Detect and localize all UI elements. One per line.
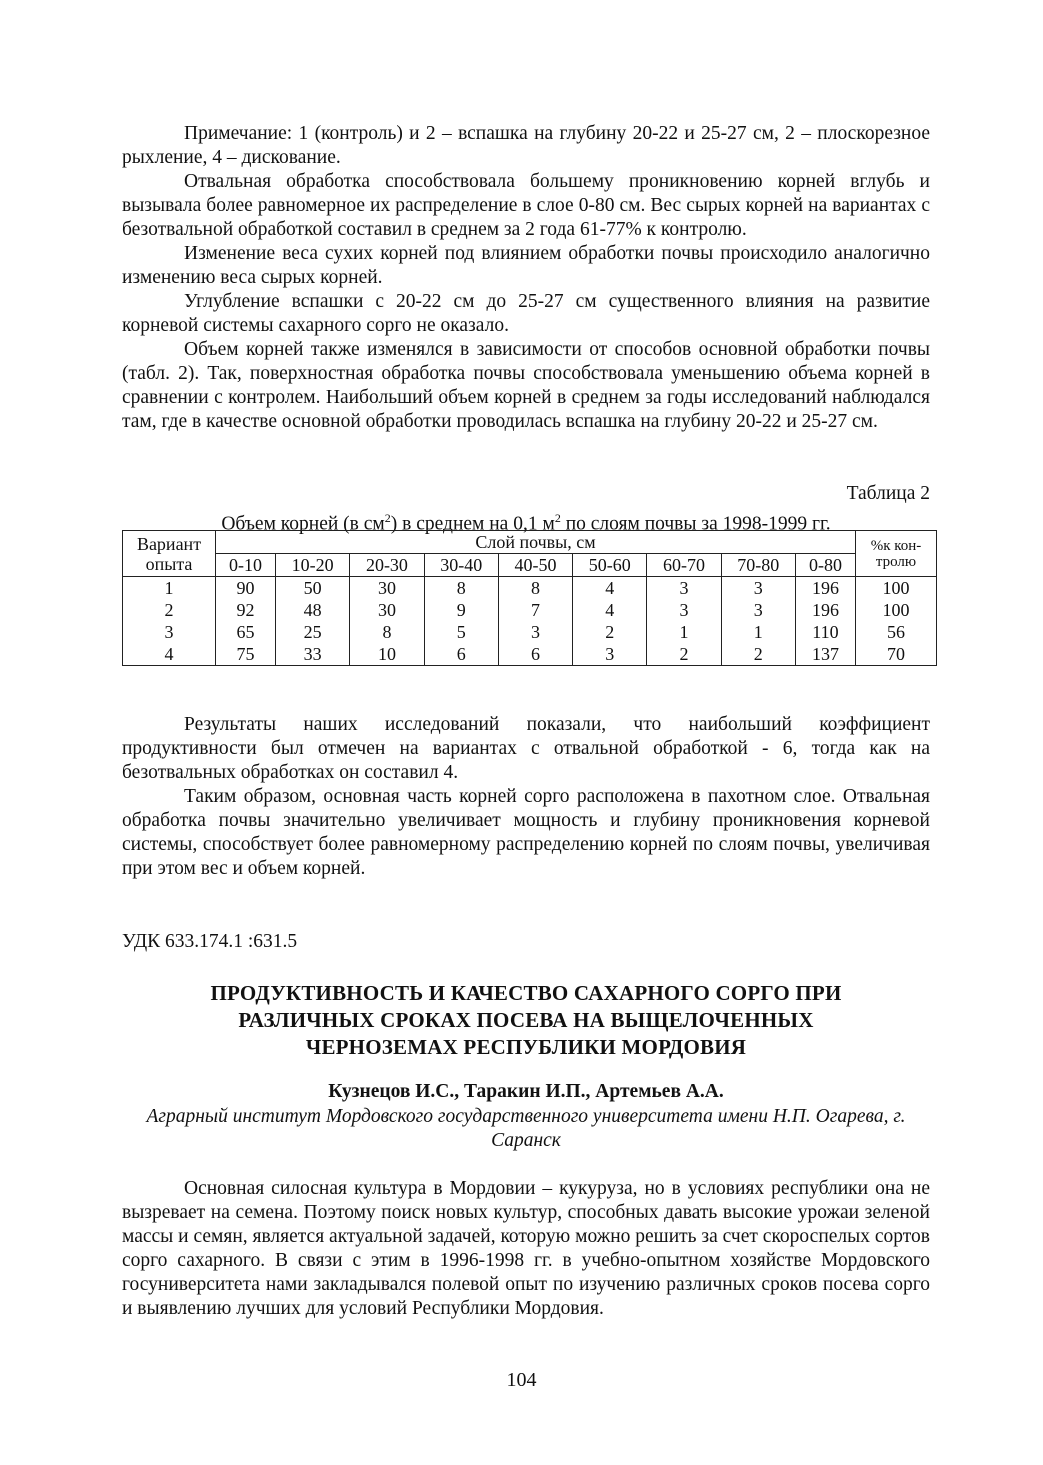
value-cell: 10 bbox=[350, 643, 424, 666]
table-row bbox=[123, 643, 937, 666]
value-cell: 2 bbox=[647, 643, 721, 666]
layer-header-cell: 0-10 bbox=[216, 554, 276, 577]
top-text-block bbox=[122, 122, 930, 434]
article-body bbox=[122, 1177, 930, 1321]
caption-part: ) в среднем на 0,1 м bbox=[390, 513, 555, 535]
value-cell: 100 bbox=[856, 599, 937, 621]
title-line: РАЗЛИЧНЫХ СРОКАХ ПОСЕВА НА ВЫЩЕЛОЧЕННЫХ bbox=[238, 1008, 814, 1032]
note-paragraph: Примечание: 1 (контроль) и 2 – вспашка на глубину 20-22 и 25-27 см, 2 – плоскорезное рыхление, 4 – дискование. bbox=[122, 123, 930, 168]
value-cell: 3 bbox=[721, 577, 795, 600]
caption-part: по слоям почвы за 1998-1999 гг. bbox=[560, 513, 831, 535]
value-cell: 2 bbox=[573, 621, 647, 643]
value-cell: 92 bbox=[216, 599, 276, 621]
paragraph-intro: Основная силосная культура в Мордовии – кукуруза, но в условиях республики она не вызревает на семена. Поэтому поиск новых культур, способных давать высокие урожаи зеленой массы и семян, является актуальной задачей, которую можно решить за счет скороспелых сортов сорго сахарного. В связи с этим в 1996-1998 гг. в учебно-опытном хозяйстве Мордовского госуниверситета нами закладывался полевой опыт по изучению различных сроков посева сорго и выявлению лучших для условий Республики Мордовия. bbox=[122, 1178, 930, 1319]
table-body bbox=[123, 577, 937, 666]
value-cell: 70 bbox=[856, 643, 937, 666]
header-percent: %к кон-тролю bbox=[856, 531, 937, 577]
layer-header-cell: 20-30 bbox=[350, 554, 424, 577]
value-cell: 90 bbox=[216, 577, 276, 600]
mid-text-block bbox=[122, 713, 930, 881]
value-cell: 4 bbox=[573, 599, 647, 621]
table-row bbox=[123, 599, 937, 621]
layer-header-cell: 10-20 bbox=[276, 554, 350, 577]
caption-superscript: 2 bbox=[384, 511, 391, 525]
variant-cell: 1 bbox=[123, 577, 216, 600]
layer-header-cell: 50-60 bbox=[573, 554, 647, 577]
caption-part: Объем корней (в см bbox=[221, 513, 385, 535]
value-cell: 56 bbox=[856, 621, 937, 643]
value-cell: 8 bbox=[350, 621, 424, 643]
value-cell: 6 bbox=[498, 643, 572, 666]
value-cell: 6 bbox=[424, 643, 498, 666]
page-number: 104 bbox=[506, 1369, 537, 1391]
title-line: ПРОДУКТИВНОСТЬ И КАЧЕСТВО САХАРНОГО СОРГО ПРИ bbox=[210, 981, 842, 1005]
table-row bbox=[123, 577, 937, 600]
value-cell: 100 bbox=[856, 577, 937, 600]
paragraph-root-volume: Объем корней также изменялся в зависимости от способов основной обработки почвы (табл. 2). Так, поверхностная обработка почвы способствовала уменьшению объема корней в сравнении с контролем. Наибольший объем корней в среднем за годы исследований наблюдался там, где в качестве основной обработки проводилась вспашка на глубину 20-22 и 25-27 см. bbox=[122, 339, 930, 432]
value-cell: 30 bbox=[350, 599, 424, 621]
value-cell: 5 bbox=[424, 621, 498, 643]
value-cell: 110 bbox=[795, 621, 855, 643]
layer-header-cell: 70-80 bbox=[721, 554, 795, 577]
table-row bbox=[123, 621, 937, 643]
value-cell: 196 bbox=[795, 599, 855, 621]
udk-code: УДК 633.174.1 :631.5 bbox=[122, 931, 298, 952]
value-cell: 75 bbox=[216, 643, 276, 666]
article-title bbox=[122, 980, 930, 1061]
table-label: Таблица 2 bbox=[846, 483, 930, 504]
value-cell: 3 bbox=[573, 643, 647, 666]
value-cell: 2 bbox=[721, 643, 795, 666]
paragraph-moldboard: Отвальная обработка способствовала большему проникновению корней вглубь и вызывала более равномерное их распределение в слое 0-80 см. Вес сырых корней на вариантах с безотвальной обработкой составил в среднем за 2 года 61-77% к контролю. bbox=[122, 171, 930, 240]
variant-cell: 3 bbox=[123, 621, 216, 643]
layer-header-cell: 40-50 bbox=[498, 554, 572, 577]
value-cell: 3 bbox=[647, 577, 721, 600]
article-authors: Кузнецов И.С., Таракин И.П., Артемьев А.А. bbox=[328, 1081, 724, 1102]
value-cell: 4 bbox=[573, 577, 647, 600]
value-cell: 8 bbox=[498, 577, 572, 600]
value-cell: 7 bbox=[498, 599, 572, 621]
value-cell: 30 bbox=[350, 577, 424, 600]
value-cell: 9 bbox=[424, 599, 498, 621]
layer-header-cell: 60-70 bbox=[647, 554, 721, 577]
value-cell: 33 bbox=[276, 643, 350, 666]
value-cell: 50 bbox=[276, 577, 350, 600]
value-cell: 3 bbox=[647, 599, 721, 621]
value-cell: 25 bbox=[276, 621, 350, 643]
value-cell: 8 bbox=[424, 577, 498, 600]
value-cell: 48 bbox=[276, 599, 350, 621]
value-cell: 1 bbox=[647, 621, 721, 643]
variant-cell: 4 bbox=[123, 643, 216, 666]
value-cell: 65 bbox=[216, 621, 276, 643]
value-cell: 3 bbox=[721, 599, 795, 621]
value-cell: 3 bbox=[498, 621, 572, 643]
paragraph-dry-roots: Изменение веса сухих корней под влиянием обработки почвы происходило аналогично изменению веса сырых корней. bbox=[122, 243, 930, 288]
paragraph-deepening: Углубление вспашки с 20-22 см до 25-27 см существенного влияния на развитие корневой системы сахарного сорго не оказало. bbox=[122, 291, 930, 336]
paragraph-results: Результаты наших исследований показали, что наибольший коэффициент продуктивности был отмечен на вариантах с отвальной обработкой - 6, тогда как на безотвальных обработках он составил 4. bbox=[122, 714, 930, 783]
root-volume-table bbox=[122, 530, 937, 666]
value-cell: 196 bbox=[795, 577, 855, 600]
value-cell: 1 bbox=[721, 621, 795, 643]
article-affiliation: Аграрный институт Мордовского государственного университета имени Н.П. Огарева, г. Саранск bbox=[146, 1106, 906, 1151]
variant-cell: 2 bbox=[123, 599, 216, 621]
paragraph-conclusion: Таким образом, основная часть корней сорго расположена в пахотном слое. Отвальная обработка почвы значительно увеличивает мощность и глубину проникновения корневой системы, способствует более равномерному распределению корней по слоям почвы, увеличивая при этом вес и объем корней. bbox=[122, 786, 930, 879]
caption-superscript: 2 bbox=[554, 511, 561, 525]
layer-header-row bbox=[123, 554, 937, 577]
layer-header-cell: 30-40 bbox=[424, 554, 498, 577]
layer-header-cell: 0-80 bbox=[795, 554, 855, 577]
header-layer: Слой почвы, см bbox=[216, 531, 856, 554]
value-cell: 137 bbox=[795, 643, 855, 666]
title-line: ЧЕРНОЗЕМАХ РЕСПУБЛИКИ МОРДОВИЯ bbox=[305, 1035, 747, 1059]
header-variant: Вариант опыта bbox=[123, 531, 216, 577]
